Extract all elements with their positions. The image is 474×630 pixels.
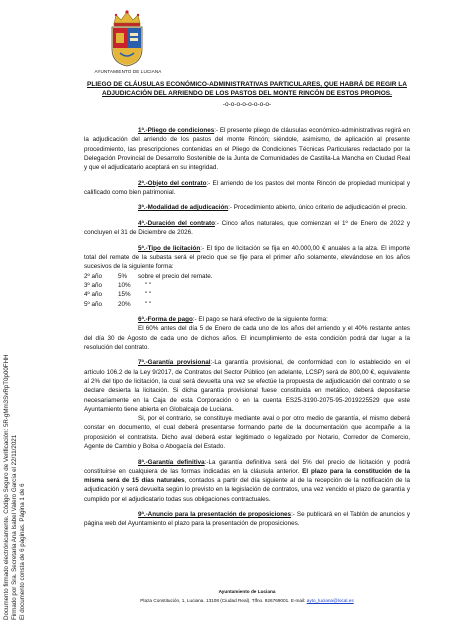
- stamp-line-2: Firmado por Sra. Secretaria Ana Isabel Valero García el 22/11/2021: [11, 434, 18, 620]
- footer-email-link[interactable]: ayto_luciana@local.es: [306, 598, 354, 603]
- clause-6-detail: El 60% antes del día 5 de Enero de cada uno de los años del arriendo y el 40% restante antes del día 30 de Agosto de cada uno de dichos años. El incumplimiento de esta condición podrá dar lugar a la resolución del contrato.: [84, 325, 410, 351]
- clause-4: 4ª.-Duración del contrato:- Cinco años naturales, que comienzan el 1º de Enero de 2022 y concluyen el 31 de Diciembre de 2026.: [84, 219, 410, 237]
- clause-6: 6ª.-Forma de pago:- El pago se hará efectivo de la siguiente forma:: [138, 315, 328, 323]
- footer-org-name: Ayuntamiento de Luciana: [218, 589, 276, 594]
- document-body: [84, 126, 410, 535]
- increment-row: 5º año 20% " ": [84, 300, 152, 308]
- increment-row: 2º año 5% sobre el precio del remate.: [84, 272, 213, 280]
- clause-7: 7ª.-Garantía provisional:-La garantía provisional, de conformidad con lo establecido en el artículo 106.2 de la Ley 9/2017, de Contratos del Sector Público (en adelante, LCSP) será de 800,00 €, equivalente al 2% del tipo de licitación, la cual será devuelta una vez se efectúe la propuesta de adjudicación del contrato o se declare desierta la licitación. Si dicha garantía provisional fuese constituida en metálico, deberá depositarse necesariamente en la Caja de esta Corporación o en la cuenta ES25-3190-2075-95-2019225529 que este Ayuntamiento tiene abierta en Globalcaja de Luciana.: [84, 359, 410, 413]
- clause-7-detail: Si, por el contrario, se constituye mediante aval o por otro medio de garantía, el mismo deberá constar en documento, el cual deberá presentarse formando parte de la documentación que acompañe a la proposición el contratista. Dicho aval deberá estar legitimado o legalizado por Notario, Corredor de Comercio, Agente de Cambio y Bolsa o Abogacía del Estado.: [84, 415, 410, 451]
- document-title: PLIEGO DE CLÁUSULAS ECONÓMICO-ADMINISTRATIVAS PARTICULARES, QUE HABRÁ DE REGIR LA ADJUDICACIÓN DEL ARRIENDO DE LOS PASTOS DEL MONTE RINCÓN DE ESTOS PROPIOS.: [87, 81, 407, 97]
- page-footer: [84, 587, 410, 605]
- clause-3: 3ª.-Modalidad de adjudicación:- Procedimiento abierto, único criterio de adjudicación el precio.: [138, 204, 408, 212]
- municipal-crest-logo: [106, 9, 148, 67]
- increment-table: [84, 272, 410, 309]
- org-caption: AYUNTAMIENTO DE LUCIANA: [94, 69, 162, 74]
- clause-9: 9ª.-Anuncio para la presentación de proposiciones:- Se publicará en el Tablón de anuncios y página web del Ayuntamiento el plazo para la presentación de proposiciones.: [84, 511, 410, 528]
- clause-1: 1ª.-Pliego de condiciones:- El presente pliego de cláusulas económico-administrativas regirá en la adjudicación del arriendo de los pastos del monte Rincón; siéndole, asimismo, de aplicación al presente procedimiento, las prescripciones contenidas en el Pliego de Condiciones Técnicas Particulares redactado por la Delegación Provincial de Desarrollo Sostenible de la Junta de Comunidades de Castilla-La Mancha en Ciudad Real y que el adjudicatario aceptará en su integridad.: [84, 127, 410, 172]
- clause-5: 5ª.-Tipo de licitación:- El tipo de licitación se fija en 40.000,00 € anuales a la alza. El importe total del remate de la subasta será el precio que se fije para el primer año solamente, elevándose en los años sucesivos de la siguiente forma:: [84, 244, 410, 271]
- increment-row: 4º año 15% " ": [84, 291, 152, 299]
- clause-8: 8ª.-Garantía definitiva:-La garantía definitiva será del 5% del precio de licitación y podrá constituirse en cualquiera de las formas indicadas en la cláusula anterior. El plazo para la constitución de la misma será de 15 días naturales, contados a partir del día siguiente al de la recepción de la notificación de la adjudicación y será devuelta según lo previsto en la legislación de contratos, una vez vencido el plazo de garantía y cumplido por el adjudicatario todas sus obligaciones contractuales.: [84, 458, 411, 503]
- stamp-line-3: El documento consta de 6 páginas. Página 1 de 6: [19, 483, 26, 620]
- clause-2: 2ª.-Objeto del contrato:- El arriendo de los pastos del monte Rincón de propiedad municipal y calificado como bien patrimonial.: [84, 179, 410, 196]
- stamp-line-1: Documento firmado electrónicamente. Código Seguro de Verificación: 5R-gMm3SvRpT0p00FHH: [3, 354, 10, 620]
- increment-row: 3º año 10% " ": [84, 281, 152, 289]
- verification-stamp: [0, 0, 30, 630]
- footer-address: Plaza Constitución, 1, Luciana. 13108 (Ciudad Real). Tlfno. 926769001. E-mail: ayto_luciana@local.es: [140, 598, 354, 603]
- separator-line: -o-o-o-o-o-o-o-o-: [222, 101, 272, 108]
